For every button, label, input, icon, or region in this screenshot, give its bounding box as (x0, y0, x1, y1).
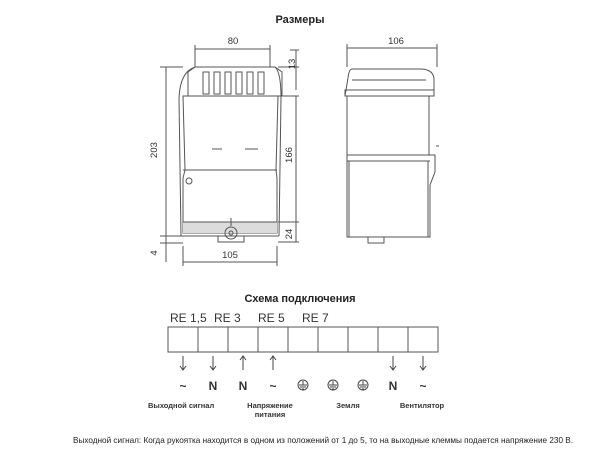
terminal-block (168, 327, 438, 352)
ground-icon (328, 380, 338, 390)
dimensions-title: Размеры (275, 14, 325, 26)
ground-icon (298, 380, 308, 390)
front-view (179, 67, 282, 242)
dim-width-top: 80 (227, 36, 239, 47)
group-label-re3: RE 3 (214, 311, 241, 325)
terminal-symbol-3: N (238, 379, 248, 393)
dim-side-depth: 106 (388, 36, 404, 47)
arrow-2 (210, 356, 216, 370)
dim-base-offset: 4 (149, 250, 160, 256)
group-label-re15: RE 1,5 (170, 311, 207, 325)
terminal-arrows (180, 356, 426, 370)
terminal-symbol-2: N (208, 379, 218, 393)
caption-ground: Земля (336, 401, 360, 410)
group-label-re5: RE 5 (258, 311, 285, 325)
arrow-9 (420, 356, 426, 370)
side-view (345, 44, 439, 243)
group-label-re7: RE 7 (302, 311, 329, 325)
dim-height-total: 203 (149, 142, 160, 158)
terminal-symbol-9: ~ (419, 379, 427, 393)
dim-bottom-offset: 24 (284, 228, 295, 240)
ground-icon (358, 380, 368, 390)
arrow-8 (390, 356, 396, 370)
caption-fan: Вентилятор (399, 401, 445, 410)
arrow-4 (270, 356, 276, 370)
wiring-title: Схема подключения (244, 293, 356, 305)
caption-supply-line2: питания (254, 410, 286, 419)
terminal-symbol-8: N (388, 379, 398, 393)
terminal-symbol-4: ~ (269, 379, 277, 393)
arrow-1 (180, 356, 186, 370)
caption-output: Выходной сигнал (148, 401, 215, 410)
arrow-3 (240, 356, 246, 370)
dim-top-gap: 13 (287, 58, 298, 70)
dim-height-cover: 166 (284, 147, 295, 163)
dim-width-bottom: 105 (222, 250, 238, 261)
terminal-symbol-1: ~ (179, 379, 187, 393)
wiring-diagram (0, 300, 600, 425)
caption-supply-line1: Напряжение (247, 401, 293, 410)
footnote: Выходной сигнал: Когда рукоятка находится в одном из положений от 1 до 5, то на выходные клеммы подается напряжение 230 В. (73, 436, 574, 445)
